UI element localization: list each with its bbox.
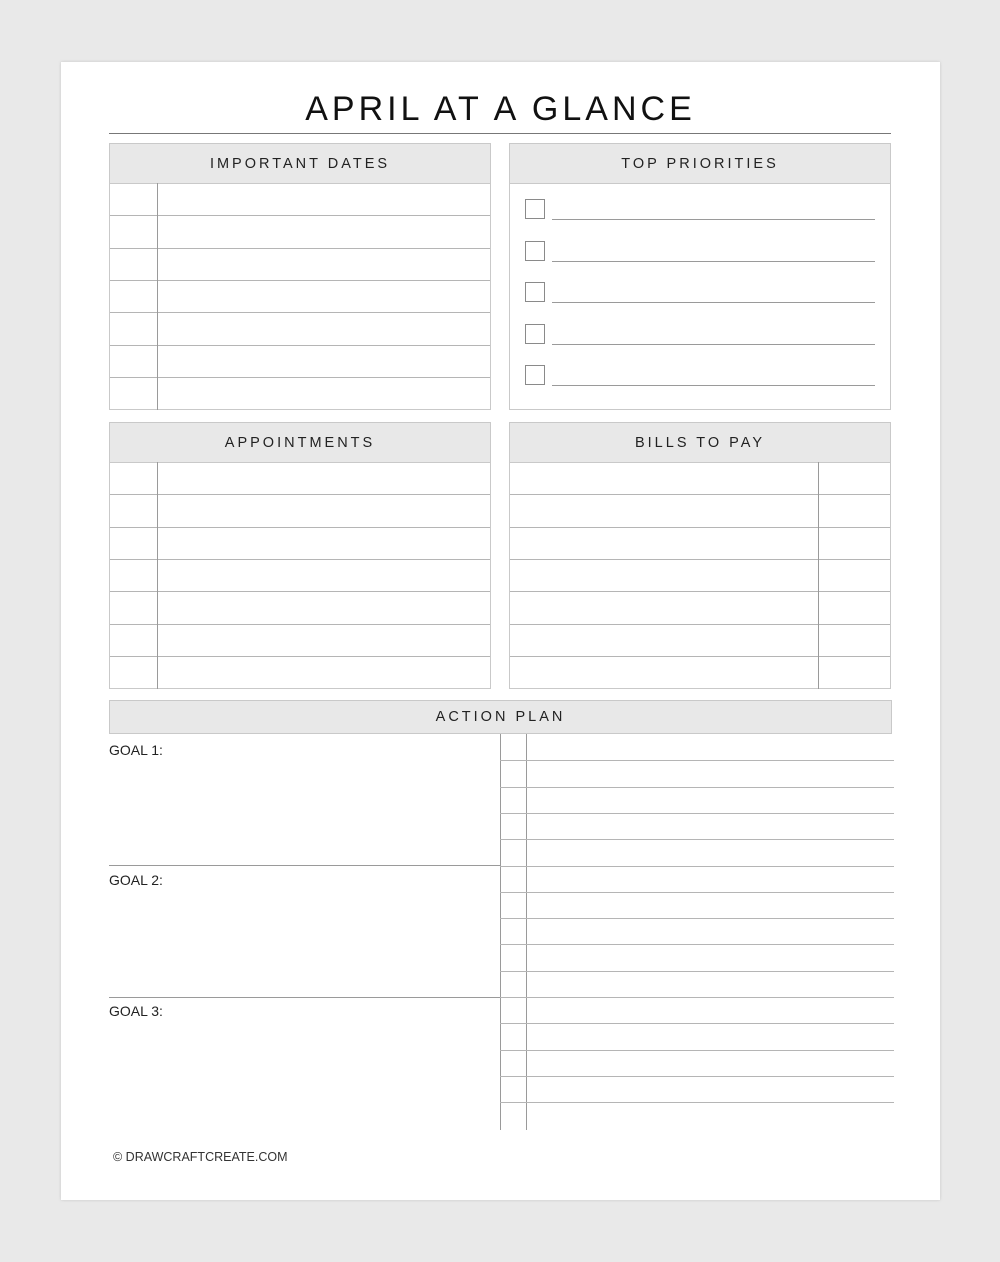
goal-separator [109,865,500,866]
bills-to-pay-panel [509,422,891,689]
important-dates-row-write-line[interactable] [110,248,490,249]
action-plan-heading: ACTION PLAN [110,701,891,734]
important-dates-row-write-line[interactable] [110,215,490,216]
important-dates-heading: IMPORTANT DATES [110,144,490,184]
priority-write-line[interactable] [552,219,875,220]
action-column-divider [526,734,527,1130]
appointments-row-write-line[interactable] [110,656,490,657]
action-step-write-line[interactable] [500,1050,894,1051]
action-step-write-line[interactable] [500,813,894,814]
action-column-divider [500,734,501,1130]
bills-row-write-line[interactable] [510,494,890,495]
goal-1-label: GOAL 1: [109,742,163,758]
priority-checkbox[interactable] [525,241,545,261]
important-dates-row-write-line[interactable] [110,345,490,346]
important-dates-row-write-line[interactable] [110,312,490,313]
bills-row-write-line[interactable] [510,559,890,560]
action-plan-area [109,734,892,1132]
priority-checkbox[interactable] [525,199,545,219]
bills-column-divider [818,462,819,689]
bills-to-pay-heading: BILLS TO PAY [510,423,890,463]
priority-write-line[interactable] [552,261,875,262]
priority-checkbox[interactable] [525,365,545,385]
appointments-panel [109,422,491,689]
important-dates-panel [109,143,491,410]
appointments-row-write-line[interactable] [110,624,490,625]
appointments-row-write-line[interactable] [110,559,490,560]
top-priorities-heading: TOP PRIORITIES [510,144,890,184]
important-dates-row-write-line[interactable] [110,377,490,378]
title-underline [109,133,891,134]
appointments-heading: APPOINTMENTS [110,423,490,463]
priority-write-line[interactable] [552,385,875,386]
priority-checkbox[interactable] [525,324,545,344]
important-dates-row-write-line[interactable] [110,280,490,281]
action-step-write-line[interactable] [500,866,894,867]
bills-row-write-line[interactable] [510,624,890,625]
important-dates-column-divider [157,183,158,410]
action-step-write-line[interactable] [500,918,894,919]
bills-row-write-line[interactable] [510,527,890,528]
action-step-write-line[interactable] [500,997,894,998]
appointments-row-write-line[interactable] [110,591,490,592]
goal-3-label: GOAL 3: [109,1003,163,1019]
goal-2-label: GOAL 2: [109,872,163,888]
action-step-write-line[interactable] [500,944,894,945]
priority-checkbox[interactable] [525,282,545,302]
goal-separator [109,997,500,998]
action-step-write-line[interactable] [500,839,894,840]
appointments-row-write-line[interactable] [110,494,490,495]
action-step-write-line[interactable] [500,1023,894,1024]
action-step-write-line[interactable] [500,760,894,761]
appointments-row-write-line[interactable] [110,527,490,528]
appointments-column-divider [157,462,158,689]
action-step-write-line[interactable] [500,971,894,972]
copyright-footer: © DRAWCRAFTCREATE.COM [113,1150,288,1164]
action-plan-header [109,700,892,734]
bills-row-write-line[interactable] [510,656,890,657]
priority-write-line[interactable] [552,344,875,345]
page-title: APRIL AT A GLANCE [305,90,696,128]
planner-page [61,62,940,1200]
action-step-write-line[interactable] [500,1076,894,1077]
top-priorities-panel [509,143,891,410]
priority-write-line[interactable] [552,302,875,303]
action-step-write-line[interactable] [500,892,894,893]
action-step-write-line[interactable] [500,1102,894,1103]
bills-row-write-line[interactable] [510,591,890,592]
action-step-write-line[interactable] [500,787,894,788]
